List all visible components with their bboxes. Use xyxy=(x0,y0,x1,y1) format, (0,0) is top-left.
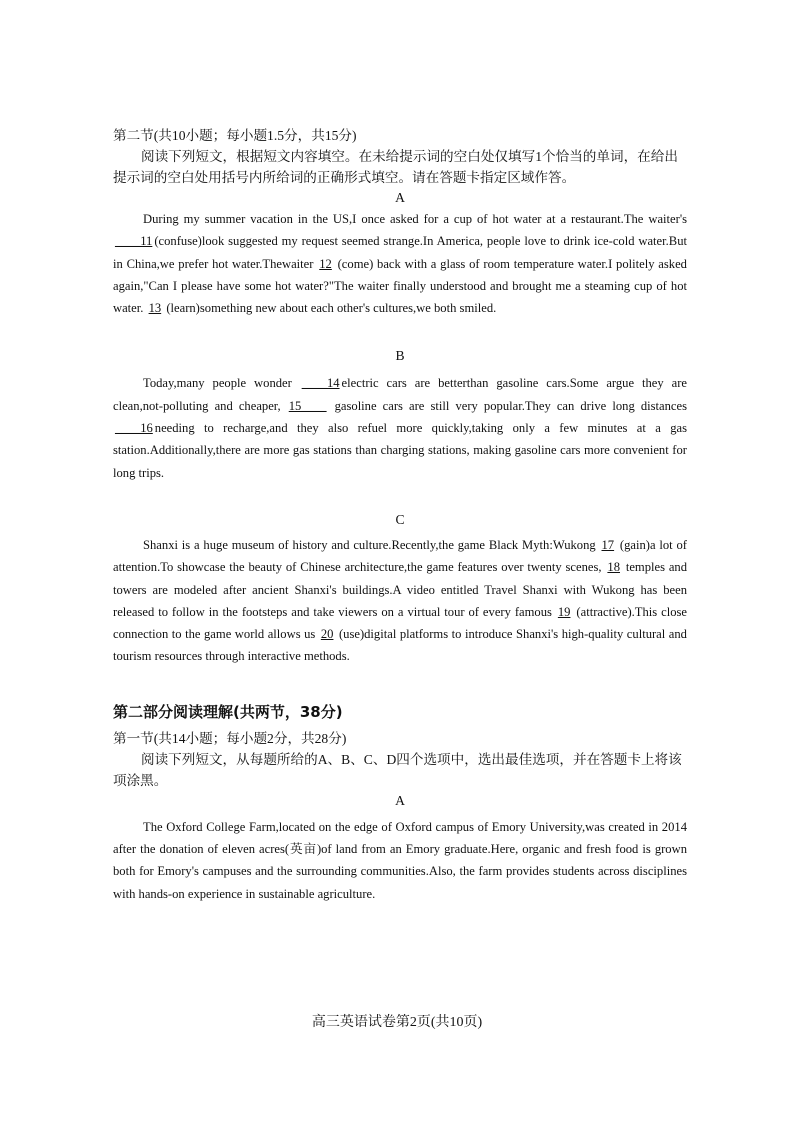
blank-12[interactable]: 12 xyxy=(319,256,332,271)
passage-a-letter: A xyxy=(395,190,405,205)
part2-section1-header: 第一节(共14小题；每小题2分，共28分) xyxy=(113,730,347,746)
part2-header: 第二部分阅读理解(共两节，38分) xyxy=(113,702,343,721)
section2-header: 第二节(共10小题；每小题1.5分，共15分) xyxy=(113,128,357,143)
blank-15[interactable]: 15____ xyxy=(288,398,327,413)
blank-14[interactable]: ____14 xyxy=(301,376,340,391)
reading-a-letter: A xyxy=(395,792,405,808)
blank-20[interactable]: 20 xyxy=(320,627,334,642)
blank-19[interactable]: 19 xyxy=(557,604,571,619)
page-footer: 高三英语试卷第2页(共10页) xyxy=(311,1015,483,1030)
blank-16[interactable]: ____16 xyxy=(115,421,153,436)
blank-11[interactable]: ____11 xyxy=(115,234,153,249)
blank-13[interactable]: 13 xyxy=(148,301,162,316)
passage-c-text: Shanxi is a huge museum of history and culture.Recently,the game Black Myth:Wukong 17 (gain)a lot of attention.To showcase the beauty of Chinese architecture,the game features over twenty scenes, 18 temples and towers are modeled after ancient Shanxi's buildings.A video entitled Travel Shanxi with Wukong has been released to follow in the footsteps and take viewers on a virtual tour of every famous 19 (attractive).This close connection to the game world allows us 20 (use)digital platforms to introduce Shanxi's high-quality cultural and tourism resources through interactive methods. xyxy=(113,537,688,664)
exam-page xyxy=(113,126,687,905)
passage-a-text: During my summer vacation in the US,I once asked for a cup of hot water at a restaurant.The waiter's ____11 (confuse)look suggested my request seemed strange.In America, people love to drink ice-cold water.But in China,we prefer hot water.Thewaiter 12 (come) back with a glass of room temperature water.I politely asked again,"Can I please have some hot water?"The waiter finally understood and brought me a steaming cup of hot water. 13 (learn)something new about each other's cultures,we both smiled. xyxy=(113,212,687,316)
blank-17[interactable]: 17 xyxy=(601,537,615,552)
section2-instructions: 阅读下列短文，根据短文内容填空。在未给提示词的空白处仅填写1个恰当的单词，在给出提示词的空白处用括号内所给词的正确形式填空。请在答题卡指定区域作答。 xyxy=(113,149,678,185)
blank-18[interactable]: 18 xyxy=(607,560,620,575)
passage-b-text: Today,many people wonder ____14 electric cars are betterthan gasoline cars.Some argue they are clean,not-polluting and cheaper, 15____ gasoline cars are still very popular.They can drive long distances ____16 needing to recharge,and they also refuel more quickly,taking only a few minutes at a gas station.Additionally,there are more gas stations than charging stations, making gasoline cars more convenient for long trips. xyxy=(113,376,687,480)
passage-b-letter: B xyxy=(395,348,405,364)
passage-c-letter: C xyxy=(395,511,405,527)
reading-a-text: The Oxford College Farm,located on the edge of Oxford campus of Emory University,was created in 2014 after the donation of eleven acres(英亩)of land from an Emory graduate.Here, organic and fresh food is grown both for Emory's campuses and the surrounding communities.Also, the farm provides students across disciplines with hands-on experience in sustainable agriculture. xyxy=(113,819,687,901)
part2-section1-instructions: 阅读下列短文，从每题所给的A、B、C、D四个选项中，选出最佳选项，并在答题卡上将该项涂黑。 xyxy=(113,751,682,788)
